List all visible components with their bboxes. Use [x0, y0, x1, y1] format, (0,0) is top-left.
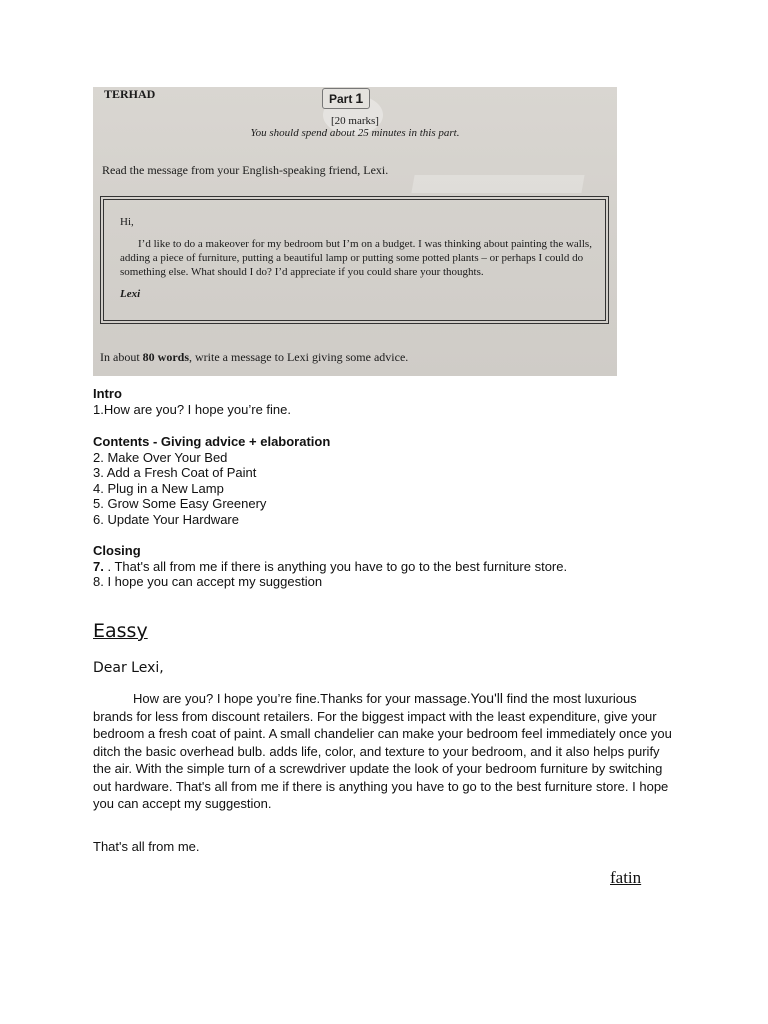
contents-item: 5. Grow Some Easy Greenery [93, 496, 267, 511]
classification-label: TERHAD [104, 87, 156, 101]
message-box [100, 196, 609, 324]
task-word-count: 80 words [142, 350, 189, 364]
essay-paragraph-start: How are you? I hope you’re fine.Thanks for your massage. [133, 691, 471, 706]
essay-title: Eassy [93, 620, 148, 642]
outline-closing [93, 543, 673, 590]
essay-paragraph [93, 690, 678, 813]
instruction-text: Read the message from your English-speaking friend, Lexi. [102, 163, 389, 177]
essay-paragraph-rest: find the most luxurious brands for less from discount retailers. For the biggest impact with the least expenditure, give your bedroom a fresh coat of paint. A small chandelier can make your bedroom feel immediately once you ditch the basic overhead bulb. adds life, color, and texture to your bedroom, and it also helps purify the air. With the simple turn of a screwdriver update the look of your bedroom furniture by switching out hardware. That's all from me if there is anything you have to go to the best furniture store. I hope you can accept my suggestion. [93, 691, 672, 811]
contents-item: 2. Make Over Your Bed [93, 449, 228, 465]
contents-item: 4. Plug in a New Lamp [93, 480, 224, 496]
task-instruction [100, 350, 408, 365]
closing-item-text: . That's all from me if there is anything you have to go to the best furniture store. [103, 558, 568, 574]
intro-heading: Intro [93, 386, 122, 401]
contents-item: 3. Add a Fresh Coat of Paint [93, 465, 257, 480]
outline-intro [93, 386, 673, 417]
essay-closing: That's all from me. [93, 839, 200, 854]
message-body: I’d like to do a makeover for my bedroom but I’m on a budget. I was thinking about painting the walls, adding a piece of furniture, putting a beautiful lamp or putting some potted plants – or perhaps I could do something else. What should I do? I’d appreciate if you could share your thoughts. [120, 238, 592, 278]
closing-item-number: 7. [93, 558, 104, 574]
marks-text: [20 marks] [331, 115, 379, 127]
task-prefix: In about [100, 350, 143, 364]
closing-item: 8. I hope you can accept my suggestion [93, 574, 323, 589]
part-number: 1 [355, 90, 364, 106]
task-suffix: , write a message to Lexi giving some advice. [189, 350, 409, 364]
closing-item [93, 559, 673, 575]
exam-question-photo [93, 87, 617, 376]
part-label: Part [329, 92, 353, 106]
message-greeting: Hi, [120, 216, 134, 228]
message-box-inner [103, 199, 606, 321]
closing-heading: Closing [93, 543, 141, 558]
essay-signature: fatin [610, 868, 642, 887]
intro-item: 1.How are you? I hope you’re fine. [93, 401, 292, 417]
contents-item: 6. Update Your Hardware [93, 511, 239, 527]
watermark-band [411, 175, 584, 193]
essay-paragraph-emphasis: You'll [470, 690, 503, 706]
part-badge [322, 88, 370, 109]
essay-salutation: Dear Lexi, [93, 660, 164, 676]
outline-contents [93, 434, 673, 527]
time-note: You should spend about 25 minutes in this part. [250, 127, 460, 139]
message-signature: Lexi [120, 288, 141, 300]
contents-heading: Contents - Giving advice + elaboration [93, 434, 331, 449]
